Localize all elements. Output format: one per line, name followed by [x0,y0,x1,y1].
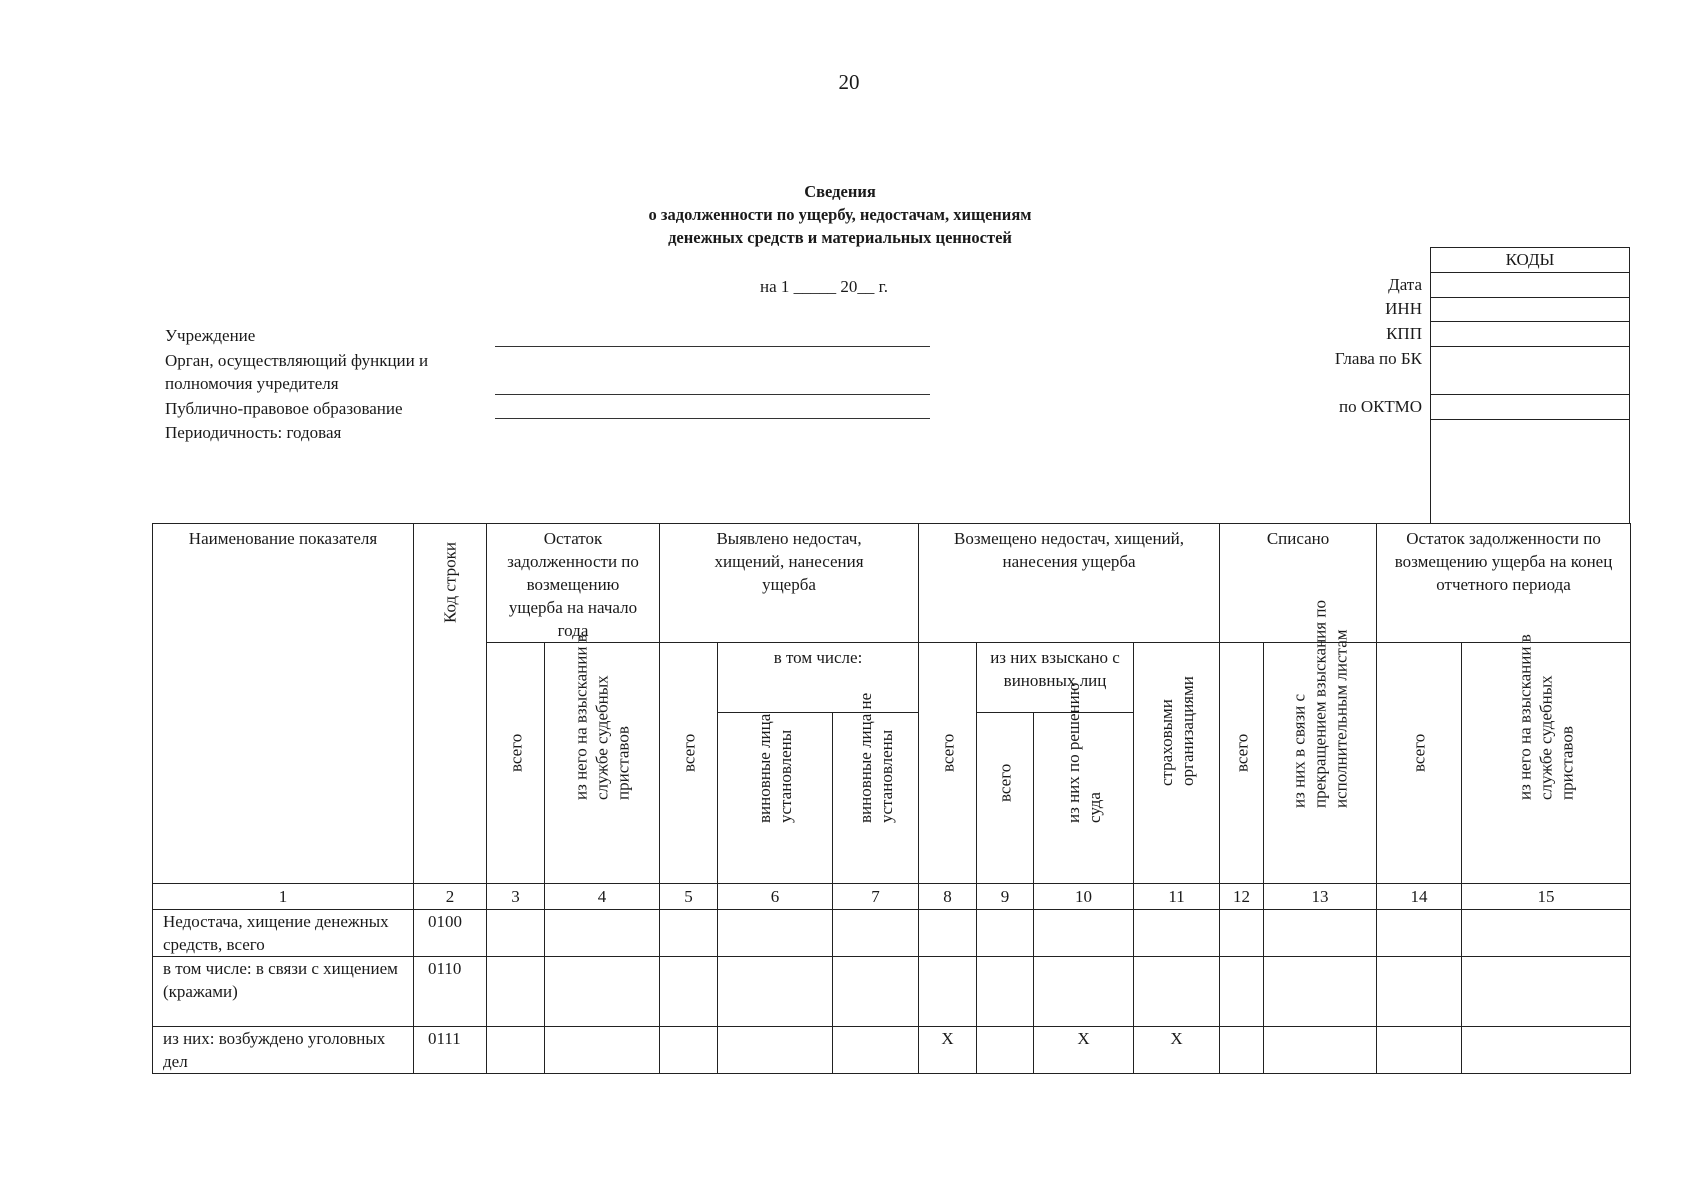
cell[interactable] [545,910,660,957]
cell[interactable] [833,910,919,957]
cell[interactable] [977,957,1034,1027]
public-entity-label: Публично-правовое образование [165,399,403,418]
bk-label: Глава по БК [1334,349,1422,368]
inn-code-cell[interactable] [1430,297,1630,321]
cell[interactable] [1220,1027,1264,1074]
document-title [560,180,1120,249]
col5-header: всего [660,643,718,884]
col-num: 9 [977,884,1034,910]
header-of-them: из них взыскано с виновных лиц [977,643,1134,713]
cell[interactable] [1264,910,1377,957]
col-num: 3 [487,884,545,910]
header-reimbursed: Возмещено недостач, хищений, нанесения ущерба [919,524,1220,643]
col11-header: страховыми организациями [1134,643,1220,884]
row-name: из них: возбуждено уголовных дел [153,1027,414,1074]
col6-header: виновные лица установлены [718,713,833,884]
row-code: 0111 [414,1027,487,1074]
col12-header: всего [1220,643,1264,884]
cell[interactable] [919,910,977,957]
founder-field[interactable] [495,394,930,395]
col-num: 10 [1034,884,1134,910]
cell[interactable] [487,910,545,957]
debt-table [152,523,1631,1074]
cell[interactable] [833,1027,919,1074]
col-num: 4 [545,884,660,910]
kpp-code-cell[interactable] [1430,321,1630,346]
cell[interactable] [660,910,718,957]
header-written-off: Списано [1220,524,1377,643]
col-num: 11 [1134,884,1220,910]
bk-code-cell[interactable] [1430,346,1630,394]
cell[interactable] [1264,1027,1377,1074]
col-num: 14 [1377,884,1462,910]
col8-header: всего [919,643,977,884]
column-numbers-row [153,884,1631,910]
table-row [153,910,1631,957]
date-label: Дата [1388,275,1422,294]
col10-header: из них по решению суда [1034,713,1134,884]
cell[interactable] [1377,910,1462,957]
col-num: 15 [1462,884,1631,910]
founder-label-2: полномочия учредителя [165,374,339,393]
col-num: 12 [1220,884,1264,910]
table-row [153,1027,1631,1074]
row-name: Недостача, хищение денежных средств, всего [153,910,414,957]
founder-label-1: Орган, осуществляющий функции и [165,351,429,370]
date-code-cell[interactable] [1430,272,1630,297]
cell[interactable] [487,1027,545,1074]
col14-header: всего [1377,643,1462,884]
col4-header: из него на взыскании в службе судебных приставов [545,643,660,884]
title-line-2: о задолженности по ущербу, недостачам, хищениям [648,205,1032,224]
col13-header: из них в связи с прекращением взыскания по исполнительным листам [1264,643,1377,884]
header-start-balance: Остаток задолженности по возмещению ущерба на начало года [487,524,660,643]
periodicity-label: Периодичность: годовая [165,423,342,442]
col-num: 7 [833,884,919,910]
oktmo-label: по ОКТМО [1338,397,1422,416]
cell[interactable] [977,910,1034,957]
institution-label: Учреждение [165,326,256,345]
col-num: 8 [919,884,977,910]
header-including: в том числе: [718,643,919,713]
cell[interactable] [718,1027,833,1074]
cell[interactable] [1034,957,1134,1027]
inn-label: ИНН [1385,299,1422,318]
cell[interactable] [660,1027,718,1074]
kpp-label: КПП [1386,324,1422,343]
cell[interactable] [660,957,718,1027]
header-name: Наименование показателя [153,524,414,884]
oktmo-code-cell[interactable] [1430,394,1630,419]
cell[interactable] [718,910,833,957]
cell[interactable] [1134,957,1220,1027]
cell[interactable] [977,1027,1034,1074]
title-line-1: Сведения [804,182,876,201]
cell[interactable] [833,957,919,1027]
extra-code-cell[interactable] [1430,419,1630,523]
col7-header: виновные лица не установлены [833,713,919,884]
cell[interactable] [1377,957,1462,1027]
cell[interactable] [545,957,660,1027]
cell[interactable] [1462,957,1631,1027]
page-number: 20 [838,70,860,94]
x-mark-cell: X [919,1027,977,1074]
header-end-balance: Остаток задолженности по возмещению ущерба на конец отчетного периода [1377,524,1631,643]
col-num: 1 [153,884,414,910]
header-found: Выявлено недостач, хищений, нанесения ущерба [660,524,919,643]
cell[interactable] [1034,910,1134,957]
public-entity-field[interactable] [495,418,930,419]
col15-header: из него на взыскании в службе судебных приставов [1462,643,1631,884]
col-num: 6 [718,884,833,910]
report-date-line: на 1 _____ 20__ г. [760,277,888,296]
title-line-3: денежных средств и материальных ценностей [668,228,1012,247]
col-num: 2 [414,884,487,910]
cell[interactable] [1264,957,1377,1027]
cell[interactable] [1220,910,1264,957]
row-code: 0110 [414,957,487,1027]
cell[interactable] [718,957,833,1027]
cell[interactable] [919,957,977,1027]
col9-header: всего [977,713,1034,884]
cell[interactable] [1377,1027,1462,1074]
row-code: 0100 [414,910,487,957]
cell[interactable] [487,957,545,1027]
cell[interactable] [545,1027,660,1074]
cell[interactable] [1220,957,1264,1027]
codes-header: КОДЫ [1505,250,1555,269]
cell[interactable] [1462,1027,1631,1074]
x-mark-cell: X [1034,1027,1134,1074]
institution-field[interactable] [495,346,930,347]
table-row [153,957,1631,1027]
cell[interactable] [1462,910,1631,957]
col-num: 13 [1264,884,1377,910]
col-num: 5 [660,884,718,910]
header-code: Код строки [414,524,487,884]
row-name: в том числе: в связи с хищением (кражами) [153,957,414,1027]
cell[interactable] [1134,910,1220,957]
x-mark-cell: X [1134,1027,1220,1074]
col3-header: всего [487,643,545,884]
